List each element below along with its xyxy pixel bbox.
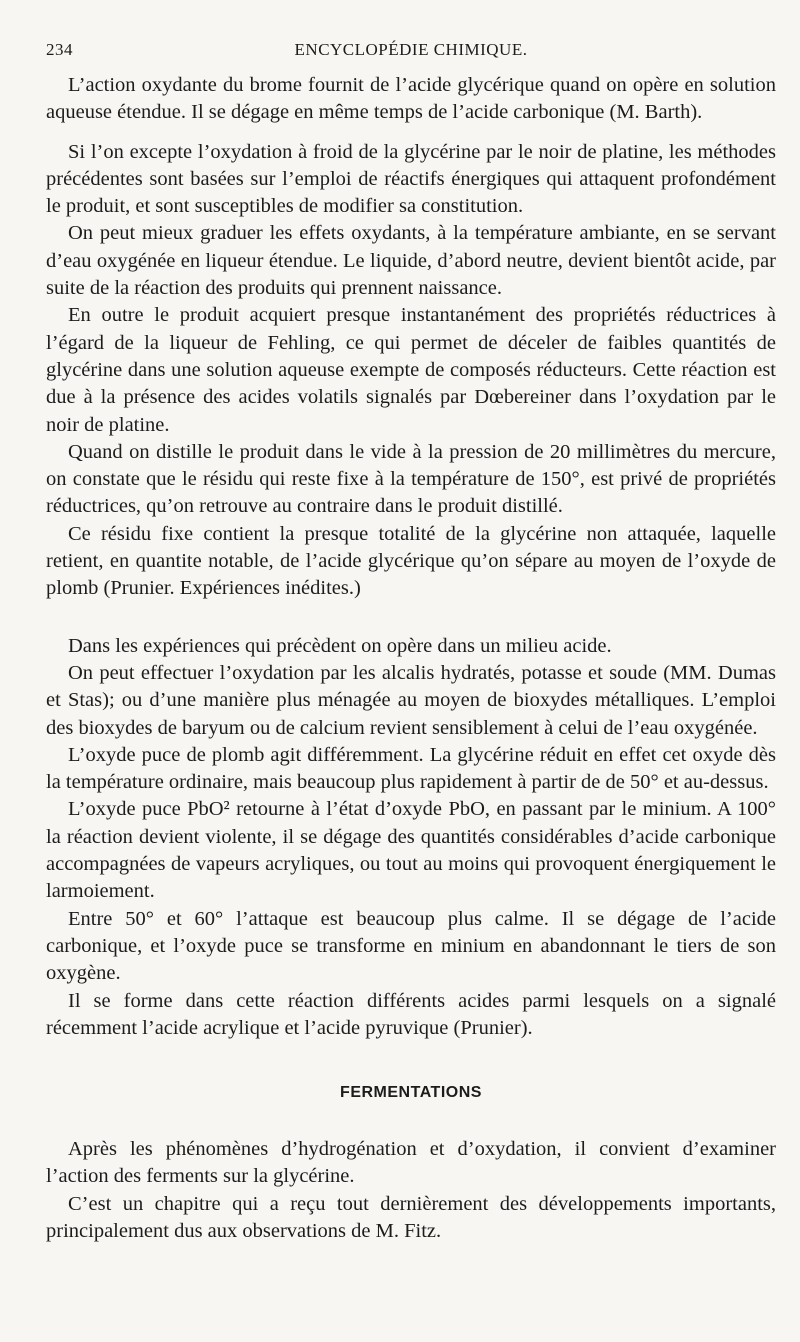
paragraph: En outre le produit acquiert presque instantanément des propriétés réductrices à l’égard de la liqueur de Fehling, ce qui permet de déceler de faibles quantités de glycérine dans une solution aqueuse exempte de composés réducteurs. Cette réaction est due à la présence des acides volatils signalés par Dœbereiner dans l’oxydation par le noir de platine. [46, 304, 776, 436]
paragraph: Entre 50° et 60° l’attaque est beaucoup plus calme. Il se dégage de l’acide carbonique, et l’oxyde puce se transforme en minium en abandonnant le tiers de son oxygène. [46, 907, 776, 985]
running-title: ENCYCLOPÉDIE CHIMIQUE. [294, 40, 528, 59]
paragraph: L’action oxydante du brome fournit de l’acide glycérique quand on opère en solution aqueuse étendue. Il se dégage en même temps de l’acide carbonique (M. Barth). [46, 74, 776, 124]
paragraph: Il se forme dans cette réaction différents acides parmi lesquels on a signalé récemment l’acide acrylique et l’acide pyruvique (Prunier). [46, 989, 776, 1039]
paragraph: Si l’on excepte l’oxydation à froid de la glycérine par le noir de platine, les méthodes précédentes sont basées sur l’emploi de réactifs énergiques qui attaquent profondément le produit, et sont susceptibles de modifier sa constitution. [46, 140, 776, 218]
page-number: 234 [46, 40, 73, 59]
paragraph: L’oxyde puce de plomb agit différemment. La glycérine réduit en effet cet oxyde dès la température ordinaire, mais beaucoup plus rapidement à partir de de 50° et au-dessus. [46, 743, 776, 794]
paragraph: L’oxyde puce PbO² retourne à l’état d’oxyde PbO, en passant par le minium. A 100° la réaction devient violente, il se dégage des quantités considérables d’acide carbonique accompagnées de vapeurs acryliques, ou tout au moins qui provoquent énergiquement le larmoiement. [46, 798, 776, 903]
paragraph: Après les phénomènes d’hydrogénation et d’oxydation, il convient d’examiner l’action des ferments sur la glycérine. [46, 1138, 776, 1188]
paragraph: On peut mieux graduer les effets oxydants, à la température ambiante, en se servant d’eau oxygénée en liqueur étendue. Le liquide, d’abord neutre, devient bientôt acide, par suite de la réaction des produits qui prennent naissance. [46, 222, 776, 300]
paragraph: On peut effectuer l’oxydation par les alcalis hydratés, potasse et soude (MM. Dumas et Stas); ou d’une manière plus ménagée au moyen de bioxydes métalliques. L’emploi des bioxydes de baryum ou de calcium revient sensiblement à celui de l’eau oxygénée. [46, 661, 776, 739]
section-heading: FERMENTATIONS [340, 1084, 482, 1102]
page-header [46, 40, 776, 72]
paragraph: Dans les expériences qui précèdent on opère dans un milieu acide. [68, 634, 612, 657]
paragraph: Ce résidu fixe contient la presque totalité de la glycérine non attaquée, laquelle retient, en quantite notable, de l’acide glycérique qu’on sépare au moyen de l’oxyde de plomb (Prunier. Expériences inédites.) [46, 522, 776, 600]
body-text [46, 72, 776, 1245]
paragraph: Quand on distille le produit dans le vide à la pression de 20 millimètres du mercure, on constate que le résidu qui reste fixe à la température de 150°, est privé de propriétés réductrices, qu’on retrouve au contraire dans le produit distillé. [46, 440, 776, 518]
paragraph: C’est un chapitre qui a reçu tout dernièrement des développements importants, principalement dus aux observations de M. Fitz. [46, 1192, 776, 1242]
book-page [46, 40, 776, 1245]
